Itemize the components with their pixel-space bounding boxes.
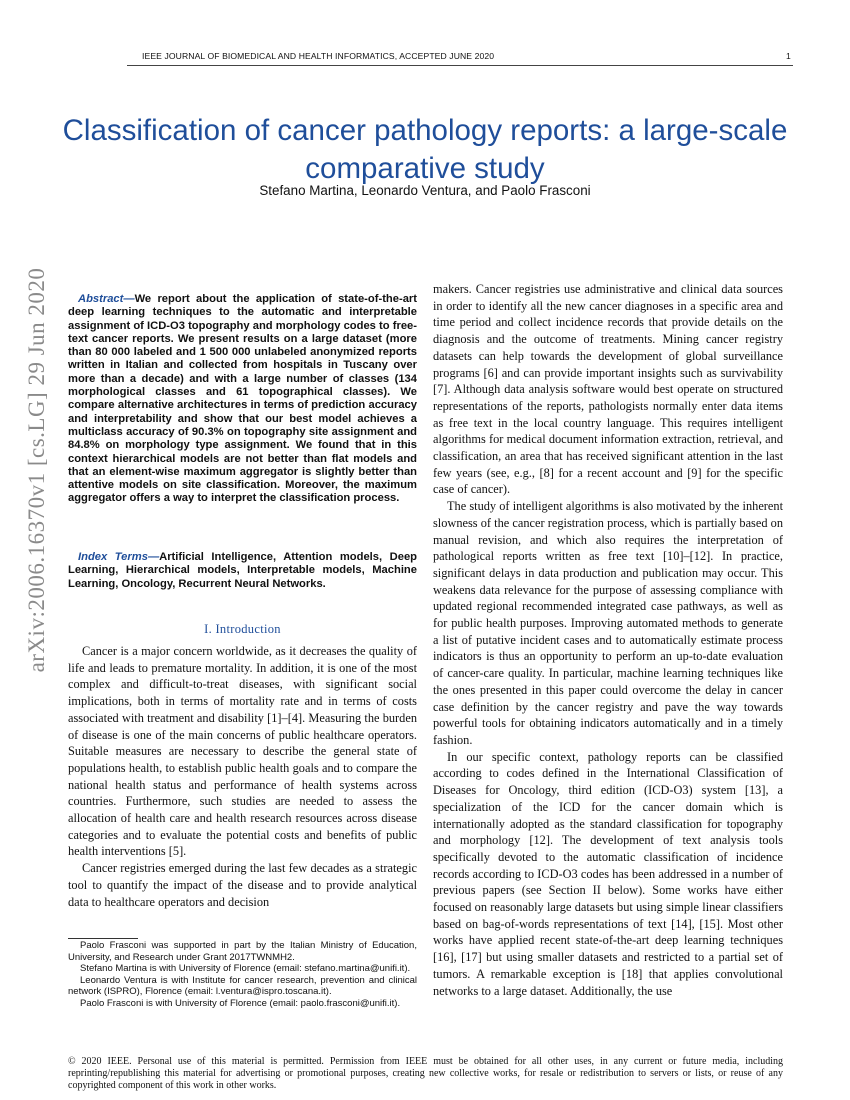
arxiv-identifier[interactable]: arXiv:2006.16370v1 [cs.LG] 29 Jun 2020 bbox=[24, 267, 49, 673]
page-number: 1 bbox=[786, 51, 791, 61]
footnote: Paolo Frasconi was supported in part by the Italian Ministry of Education, University, and Research under Grant 2017TWNMH2. bbox=[68, 940, 417, 963]
paragraph: Cancer registries emerged during the last few decades as a strategic tool to quantify the impact of the disease and to provide analytical data to healthcare operators and decision bbox=[68, 861, 417, 909]
paragraph: Cancer is a major concern worldwide, as it decreases the quality of life and leads to premature mortality. In addition, it is one of the most complex and difficult-to-treat diseases, with significant social implications, both in terms of mortality rate and in terms of costs associated with treatment and disability [1]–[4]. Measuring the burden of disease is one of the main concerns of public healthcare operators. Suitable measures are necessary to describe the general state of populations health, to establish public health goals and to compare the national health status and performance of health systems across countries. Furthermore, such studies are needed to assess the allocation of health care and health research resources across disease categories and to evaluate the potential costs and benefits of public health interventions [5]. bbox=[68, 644, 417, 859]
section-heading-introduction: I. Introduction bbox=[204, 622, 281, 636]
copyright-notice: © 2020 IEEE. Personal use of this material is permitted. Permission from IEEE must be obtained for all other uses, in any current or future media, including reprinting/republishing this material for advertising or promotional purposes, creating new collective works, for resale or redistribution to servers or lists, or reuse of any copyrighted component of this work in other works. bbox=[68, 1056, 783, 1092]
footnote: Stefano Martina is with University of Florence (email: stefano.martina@unifi.it). bbox=[80, 963, 411, 975]
introduction-left-column bbox=[68, 643, 417, 910]
introduction-right-column bbox=[433, 281, 783, 999]
paragraph: In our specific context, pathology reports can be classified according to codes defined in the International Classification of Diseases for Oncology, third edition (ICD-O3) system [13], a specialization of the ICD for the cancer domain which is internationally adopted as the standard classification for topography and morphology [12]. The development of text analysis tools specifically devoted to the automatic classification of incidence records according to ICD-O3 codes has been addressed in a number of previous papers (see Section II below). Some works have either focused on reasonably large datasets but using simple linear classifiers based on bag-of-words representations of text [14], [15]. Most other works have applied recent state-of-the-art deep learning techniques [16], [17] but using smaller datasets and restricted to a partial set of tumors. A remarkable exception is [18] that applies convolutional networks to a large dataset. Additionally, the use bbox=[433, 749, 783, 998]
header-rule bbox=[127, 65, 793, 66]
paragraph: makers. Cancer registries use administrative and clinical data sources in order to identify all the new cancer diagnoses in a specific area and time period and collect incidence records that provide details on the diagnosis and the outcome of treatments. Mining cancer registry datasets can help towards the development of global surveillance programs [6] and can provide important insights such as survivability [7]. Although data analysis software would best operate on structured representations of the reports, pathologists normally enter data items as free text in the local country language. This requires intelligent algorithms for medical document information extraction, retrieval, and classification, an area that has received significant attention in the last few years (see, e.g., [8] for a recent account and [9] for the specific case of cancer). bbox=[433, 282, 783, 497]
footnote: Leonardo Ventura is with Institute for cancer research, prevention and clinical network (ISPRO), Florence (email: l.ventura@ispro.toscana.it). bbox=[68, 974, 417, 998]
index-terms-label: Index Terms bbox=[78, 551, 148, 563]
abstract-label: Abstract bbox=[78, 293, 124, 305]
paragraph: The study of intelligent algorithms is also motivated by the inherent slowness of the cancer registration process, which is partially based on manual revision, and which also requires the interpretation of pathological reports written as free text [10]–[12]. In practice, significant delays in data production and publication may occur. This weakens data relevance for the purpose of assessing compliance with updated regional recommended integrated case pathways, as well as for public health purposes. Improving automated methods to generate a list of putative incident cases and to automatically estimate process indicators is thus an opportunity to perform an up-to-date evaluation of cancer-care quality. In particular, machine learning techniques like the ones presented in this paper could overcome the delay in cancer case definition by the cancer registry and pave the way towards powerful tools for obtaining indicators automatically and in a timely fashion. bbox=[433, 499, 783, 747]
abstract-text: We report about the application of state-of-the-art deep learning techniques to the automatic and interpretable assignment of ICD-O3 topography and morphology codes to free-text cancer reports. We present results on a large dataset (more than 80 000 labeled and 1 500 000 unlabeled anonymized reports written in Italian and collected from hospitals in Tuscany over more than a decade) and with a large number of classes (134 morphological classes and 61 topographical classes). We compare alternative architectures in terms of prediction accuracy and interpretability and show that our best model achieves a multiclass accuracy of 90.3% on topography site assignment and 84.8% on morphology type assignment. We found that in this context hierarchical models are not better than flat models and that an element-wise maximum aggregator is slightly better than attentive models on site classification. Moreover, the maximum aggregator offers a way to interpret the classification process. bbox=[68, 293, 417, 505]
footnote: Paolo Frasconi is with University of Florence (email: paolo.frasconi@unifi.it). bbox=[80, 997, 401, 1009]
paper-title: Classification of cancer pathology reports: a large-scale comparative study bbox=[62, 113, 788, 185]
abstract: Abstract—We report about the application of state-of-the-art deep learning techniques to the automatic and interpretable assignment of ICD-O3 topography and morphology codes to free-text cancer reports. We present results on a large dataset (more than 80 000 labeled and 1 500 000 unlabeled anonymized reports written in Italian and collected from hospitals in Tuscany over more than a decade) and with a large number of classes (134 morphological classes and 61 topographical classes). We compare alternative architectures in terms of prediction accuracy and interpretability and show that our best model achieves a multiclass accuracy of 90.3% on topography site assignment and 84.8% on morphology type assignment. We found that in this context hierarchical models are not better than flat models and that an element-wise maximum aggregator is slightly better than attentive models on site classification. Moreover, the maximum aggregator offers a way to interpret the classification process. bbox=[68, 293, 417, 505]
footnotes bbox=[68, 940, 417, 1010]
index-terms: Index Terms—Artificial Intelligence, Attention models, Deep Learning, Hierarchical models, Interpretable models, Machine Learning, Oncology, Recurrent Neural Networks. bbox=[68, 551, 418, 590]
running-head: IEEE JOURNAL OF BIOMEDICAL AND HEALTH INFORMATICS, ACCEPTED JUNE 2020 bbox=[142, 51, 495, 61]
index-terms-text: Artificial Intelligence, Attention models, Deep Learning, Hierarchical models, Interpretable models, Machine Learning, Oncology, Recurrent Neural Networks. bbox=[68, 551, 418, 590]
footnote-rule bbox=[68, 938, 138, 939]
author-list: Stefano Martina, Leonardo Ventura, and Paolo Frasconi bbox=[259, 183, 591, 198]
